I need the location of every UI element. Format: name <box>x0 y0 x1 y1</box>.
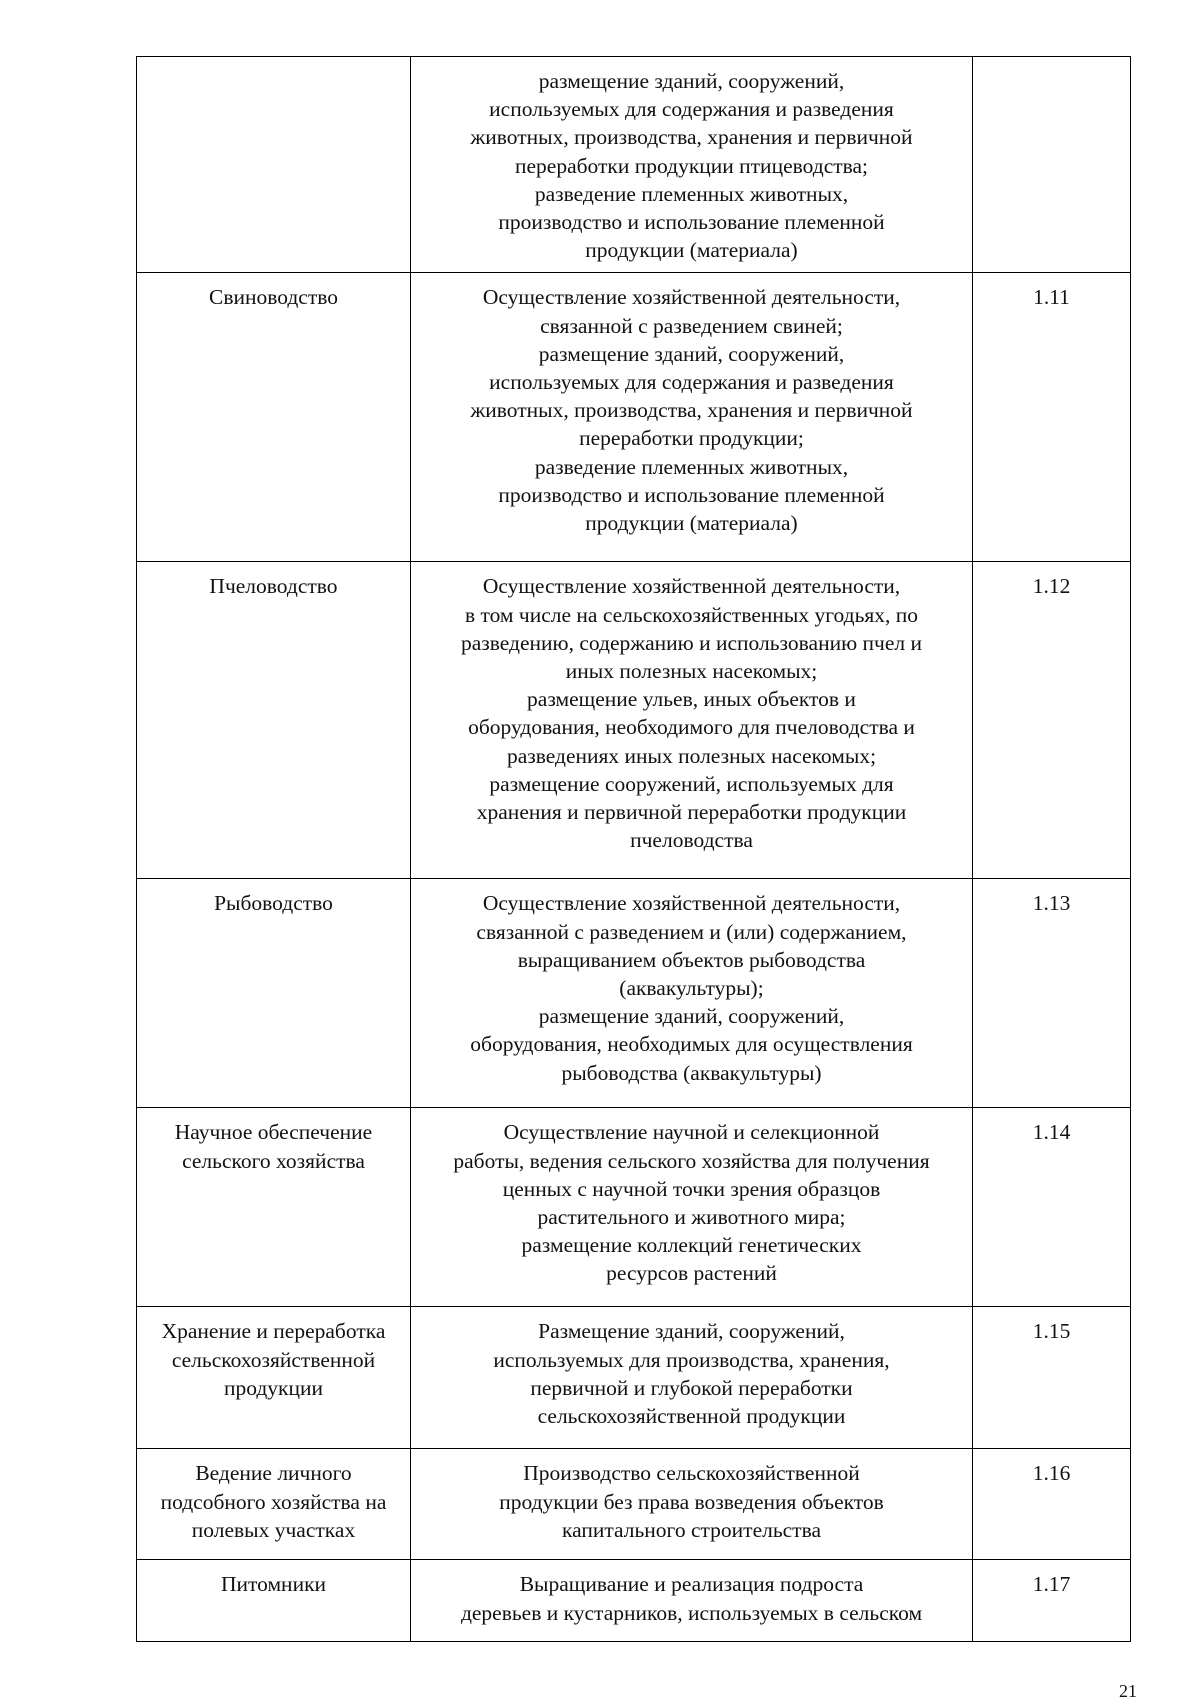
table-body <box>137 57 1131 1642</box>
land-use-description-line: Выращивание и реализация подроста <box>519 1572 864 1597</box>
land-use-name-line: Пчеловодство <box>209 574 338 599</box>
land-use-description-line: связанной с разведением и (или) содержанием, <box>476 919 907 944</box>
land-use-name-cell <box>137 1307 411 1449</box>
land-use-code: 1.17 <box>1032 1572 1071 1597</box>
land-use-description-line: Осуществление хозяйственной деятельности, <box>482 574 901 599</box>
land-use-name-line: Рыбоводство <box>214 891 333 916</box>
land-use-description-line: первичной и глубокой переработки <box>530 1375 853 1400</box>
land-use-code-cell <box>973 57 1131 273</box>
land-use-description-line: разведениях иных полезных насекомых; <box>506 743 877 768</box>
land-use-name-line: Свиноводство <box>208 285 339 310</box>
land-use-description-cell <box>411 879 973 1108</box>
land-use-code-cell <box>973 1449 1131 1560</box>
land-use-description-line: ценных с научной точки зрения образцов <box>502 1176 881 1201</box>
land-use-description-line: продукции (материала) <box>585 238 798 263</box>
land-use-description-line: переработки продукции; <box>579 426 804 451</box>
land-use-description-cell <box>411 1449 973 1560</box>
land-use-name-cell <box>137 273 411 562</box>
land-use-description-line: Осуществление хозяйственной деятельности, <box>482 285 901 310</box>
land-use-description-line: производство и использование племенной <box>498 482 885 507</box>
land-use-description-line: разведению, содержанию и использованию пчел и <box>460 630 922 655</box>
land-use-name-line: сельскохозяйственной <box>171 1347 376 1372</box>
land-use-description-line: оборудования, необходимого для пчеловодства и <box>468 715 915 740</box>
table-row <box>137 1108 1131 1307</box>
land-use-description-line: разведение племенных животных, <box>534 181 849 206</box>
land-use-table <box>136 56 1131 1642</box>
land-use-code: 1.14 <box>1032 1120 1071 1145</box>
table-row <box>137 273 1131 562</box>
land-use-name-line: Ведение личного <box>195 1461 352 1486</box>
land-use-description-line: Размещение зданий, сооружений, <box>538 1319 845 1344</box>
land-use-code: 1.11 <box>1033 285 1070 310</box>
table-row <box>137 1307 1131 1449</box>
land-use-name-cell <box>137 562 411 879</box>
land-use-description-cell <box>411 562 973 879</box>
land-use-description-line: размещение сооружений, используемых для <box>489 771 894 796</box>
land-use-name-cell <box>137 57 411 273</box>
table-row <box>137 1560 1131 1642</box>
land-use-code: 1.15 <box>1032 1319 1071 1344</box>
land-use-name-line: сельского хозяйства <box>182 1148 365 1173</box>
land-use-description-line: Осуществление научной и селекционной <box>503 1120 880 1145</box>
land-use-name-cell <box>137 1560 411 1642</box>
land-use-description-cell <box>411 273 973 562</box>
land-use-name-line: полевых участках <box>191 1517 356 1542</box>
land-use-description-line: используемых для содержания и разведения <box>489 370 894 395</box>
land-use-description-line: размещение коллекций генетических <box>521 1233 862 1258</box>
land-use-description-line: Производство сельскохозяйственной <box>523 1461 860 1486</box>
land-use-description-line: переработки продукции птицеводства; <box>514 153 869 178</box>
land-use-description-line: используемых для производства, хранения, <box>493 1347 890 1372</box>
land-use-description-line: выращиванием объектов рыбоводства <box>517 947 866 972</box>
land-use-description-line: работы, ведения сельского хозяйства для получения <box>453 1148 930 1173</box>
land-use-code-cell <box>973 273 1131 562</box>
land-use-description-line: растительного и животного мира; <box>537 1205 846 1230</box>
land-use-description-line: ресурсов растений <box>606 1261 777 1286</box>
land-use-name-cell <box>137 879 411 1108</box>
land-use-code-cell <box>973 1560 1131 1642</box>
land-use-name-line: Научное обеспечение <box>174 1120 373 1145</box>
land-use-description-line: Осуществление хозяйственной деятельности, <box>482 891 901 916</box>
land-use-code: 1.12 <box>1032 574 1071 599</box>
table-row <box>137 57 1131 273</box>
land-use-name-line: продукции <box>223 1375 324 1400</box>
land-use-code: 1.16 <box>1032 1461 1071 1486</box>
land-use-description-line: продукции (материала) <box>585 511 798 536</box>
page-number: 21 <box>1119 1681 1137 1701</box>
land-use-description-line: (аквакультуры); <box>619 976 764 1001</box>
land-use-description-line: животных, производства, хранения и первичной <box>470 398 913 423</box>
land-use-description-line: в том числе на сельскохозяйственных угодьях, по <box>464 602 919 627</box>
land-use-code-cell <box>973 1307 1131 1449</box>
land-use-name-line: подсобного хозяйства на <box>160 1489 387 1514</box>
land-use-code-cell <box>973 1108 1131 1307</box>
land-use-description-line: размещение зданий, сооружений, <box>538 341 845 366</box>
table-row <box>137 1449 1131 1560</box>
land-use-code-cell <box>973 879 1131 1108</box>
land-use-description-line: продукции без права возведения объектов <box>499 1489 884 1514</box>
land-use-description-line: используемых для содержания и разведения <box>489 97 894 122</box>
land-use-description-cell <box>411 1560 973 1642</box>
land-use-name-cell <box>137 1108 411 1307</box>
land-use-description-line: размещение ульев, иных объектов и <box>527 687 856 712</box>
land-use-code-cell <box>973 562 1131 879</box>
land-use-description-line: животных, производства, хранения и первичной <box>470 125 913 150</box>
land-use-description-line: сельскохозяйственной продукции <box>537 1404 846 1429</box>
land-use-description-line: связанной с разведением свиней; <box>540 313 843 338</box>
land-use-code: 1.13 <box>1032 891 1071 916</box>
land-use-description-line: размещение зданий, сооружений, <box>538 1004 845 1029</box>
land-use-description-cell <box>411 1108 973 1307</box>
land-use-name-cell <box>137 1449 411 1560</box>
land-use-name-line: Хранение и переработка <box>161 1319 386 1344</box>
land-use-description-line: капитального строительства <box>561 1517 821 1542</box>
land-use-description-line: рыбоводства (аквакультуры) <box>561 1060 822 1085</box>
land-use-description-line: хранения и первичной переработки продукции <box>476 800 907 825</box>
land-use-description-cell <box>411 1307 973 1449</box>
table-row <box>137 879 1131 1108</box>
land-use-description-line: иных полезных насекомых; <box>565 659 818 684</box>
land-use-description-line: производство и использование племенной <box>498 210 885 235</box>
land-use-description-line: пчеловодства <box>630 828 753 853</box>
land-use-description-line: разведение племенных животных, <box>534 454 849 479</box>
land-use-description-line: размещение зданий, сооружений, <box>538 69 845 93</box>
land-use-name-line: Питомники <box>220 1572 327 1597</box>
land-use-description-line: деревьев и кустарников, используемых в сельском <box>460 1600 923 1625</box>
land-use-description-line: оборудования, необходимых для осуществления <box>470 1032 913 1057</box>
table-row <box>137 562 1131 879</box>
land-use-description-cell <box>411 57 973 273</box>
